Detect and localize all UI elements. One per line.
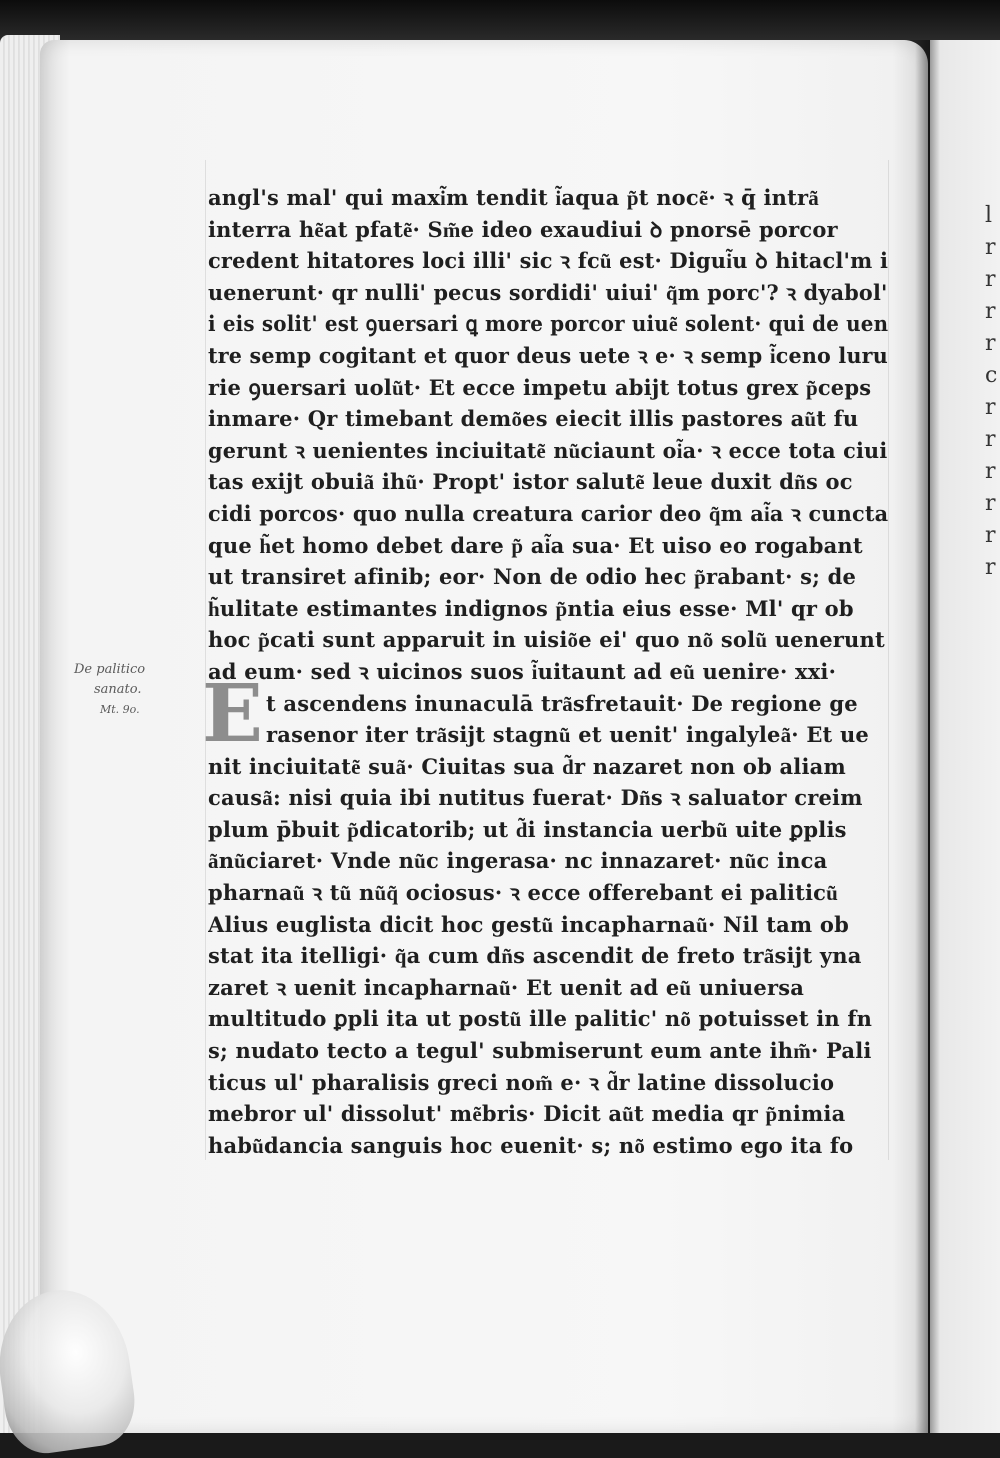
- margin-note-line: Mt. 9o.: [100, 703, 140, 716]
- facing-page-letter: r: [985, 459, 996, 484]
- manuscript-line: angl's mal' qui maxi͂m tendit i͂aqua p͂t noce͂· ꝛ q̄ intra͂: [208, 185, 819, 210]
- manuscript-line: zaret ꝛ uenit incapharnau͂· Et uenit ad eu͂ uniuersa: [208, 974, 805, 1000]
- manuscript-line: Alius euglista dicit hoc gestu͂ incapharnau͂· Nil tam ob: [208, 911, 849, 937]
- manuscript-line: credent hitatores loci illi' sic ꝛ fcu͂ est· Digui͂u ꝺ hitacl'm i: [208, 248, 889, 274]
- facing-page-letter: r: [985, 523, 996, 548]
- manuscript-line: tre semp cogitant et quor deus uete ꝛ e· ꝛ semp i͂ceno luru: [208, 342, 888, 368]
- facing-page-letter: r: [985, 427, 996, 452]
- facing-page-letter: r: [985, 491, 996, 516]
- manuscript-line: s; nudato tecto a tegul' submiserunt eum ante ihm͂· Pali: [208, 1038, 872, 1064]
- manuscript-line: hoc p͂cati sunt apparuit in uisio͂e ei' quo no͂ solu͂ uenerunt: [208, 627, 885, 653]
- manuscript-line: inmare· Qr timebant demo͂es eiecit illis pastores au͂t fu: [208, 406, 859, 432]
- manuscript-line: nit inciuitate͂ sua͂· Ciuitas sua d͂r nazaret non ob aliam: [208, 753, 846, 779]
- manuscript-line: ticus ul' pharalisis greci nom͂ e· ꝛ d͂r latine dissolucio: [208, 1069, 835, 1095]
- manuscript-line: ut transiret afinib; eor· Non de odio hec p͂rabant· s; de: [208, 564, 857, 590]
- manuscript-line: causa͂: nisi quia ibi nutitus fuerat· Dn͂s ꝛ saluator creim: [208, 785, 863, 811]
- manuscript-line: cidi porcos· quo nulla creatura carior deo q͂m ai͂a ꝛ cuncta: [208, 500, 889, 526]
- manuscript-line: mebror ul' dissolut' me͂bris· Dicit au͂t media qr p͂nimia: [208, 1101, 846, 1127]
- facing-page-letter: r: [985, 299, 996, 324]
- facing-page-letter: l: [985, 203, 993, 228]
- manuscript-line: a͂nu͂ciaret· Vnde nu͂c ingerasa· nc innazaret· nu͂c inca: [208, 848, 828, 874]
- manuscript-line: plum p̄buit p͂dicatorib; ut d͂i instancia uerbu͂ uite ꝑplis: [208, 816, 847, 842]
- manuscript-line: gerunt ꝛ uenientes inciuitate͂ nu͂ciaunt oi͂a· ꝛ ecce tota ciui: [208, 437, 888, 463]
- facing-page-letters: [985, 200, 1000, 580]
- facing-page-letter: r: [985, 267, 996, 292]
- manuscript-line: t ascendens inunaculā tra͂sfretauit· De regione ge: [266, 690, 858, 716]
- manuscript-text-block: [208, 182, 888, 1161]
- manuscript-line: i eis solit' est ꝯuersari ꝗ more porcor uiue͂ solent· qui de uen: [208, 311, 889, 337]
- facing-page-letter: r: [985, 235, 996, 260]
- margin-note-line: De palitico: [74, 662, 146, 677]
- manuscript-line: uenerunt· qr nulli' pecus sordidi' uiui' q͂m porc'? ꝛ dyabol': [208, 279, 888, 305]
- manuscript-line: ad eum· sed ꝛ uicinos suos i͂uitaunt ad eu͂ uenire· xxi·: [208, 658, 837, 684]
- left-ruling-line: [205, 160, 206, 1160]
- scanner-top-edge: [0, 0, 1000, 40]
- decorated-initial: E: [202, 666, 263, 760]
- manuscript-line: stat ita itelligi· q͂a cum dn͂s ascendit de freto tra͂sijt yna: [208, 943, 862, 969]
- facing-page-letter: c: [985, 363, 998, 388]
- manuscript-line: rie ꝯuersari uolu͂t· Et ecce impetu abijt totus grex p͂ceps: [208, 374, 872, 400]
- manuscript-line: rasenor iter tra͂sijt stagnu͂ et uenit' ingalylea͂· Et ue: [266, 722, 869, 748]
- manuscript-line: h͂ulitate estimantes indignos p͂ntia eius esse· Ml' qr ob: [208, 595, 854, 621]
- manuscript-line: interra he͂at pfate͂· Sm͂e ideo exaudiui ꝺ pnorsē porcor: [208, 216, 838, 242]
- manuscript-line: habu͂dancia sanguis hoc euenit· s; no͂ estimo ego ita fo: [208, 1132, 854, 1158]
- facing-page-letter: r: [985, 395, 996, 420]
- manuscript-line: tas exijt obuia͂ ihu͂· Propt' istor salute͂ leue duxit dn͂s oc: [208, 469, 853, 495]
- facing-page-letter: r: [985, 555, 996, 580]
- margin-note-line: sanato.: [94, 682, 142, 697]
- manuscript-line: que h͂et homo debet dare p͂ ai͂a sua· Et uiso eo rogabant: [208, 532, 863, 558]
- facing-page-letter: r: [985, 331, 996, 356]
- margin-annotation: [74, 660, 194, 720]
- manuscript-line: pharnau͂ ꝛ tu͂ nu͂q͂ ociosus· ꝛ ecce offerebant ei paliticu͂: [208, 880, 839, 906]
- manuscript-line: multitudo ꝑpli ita ut postu͂ ille palitic' no͂ potuisset in fn: [208, 1006, 873, 1032]
